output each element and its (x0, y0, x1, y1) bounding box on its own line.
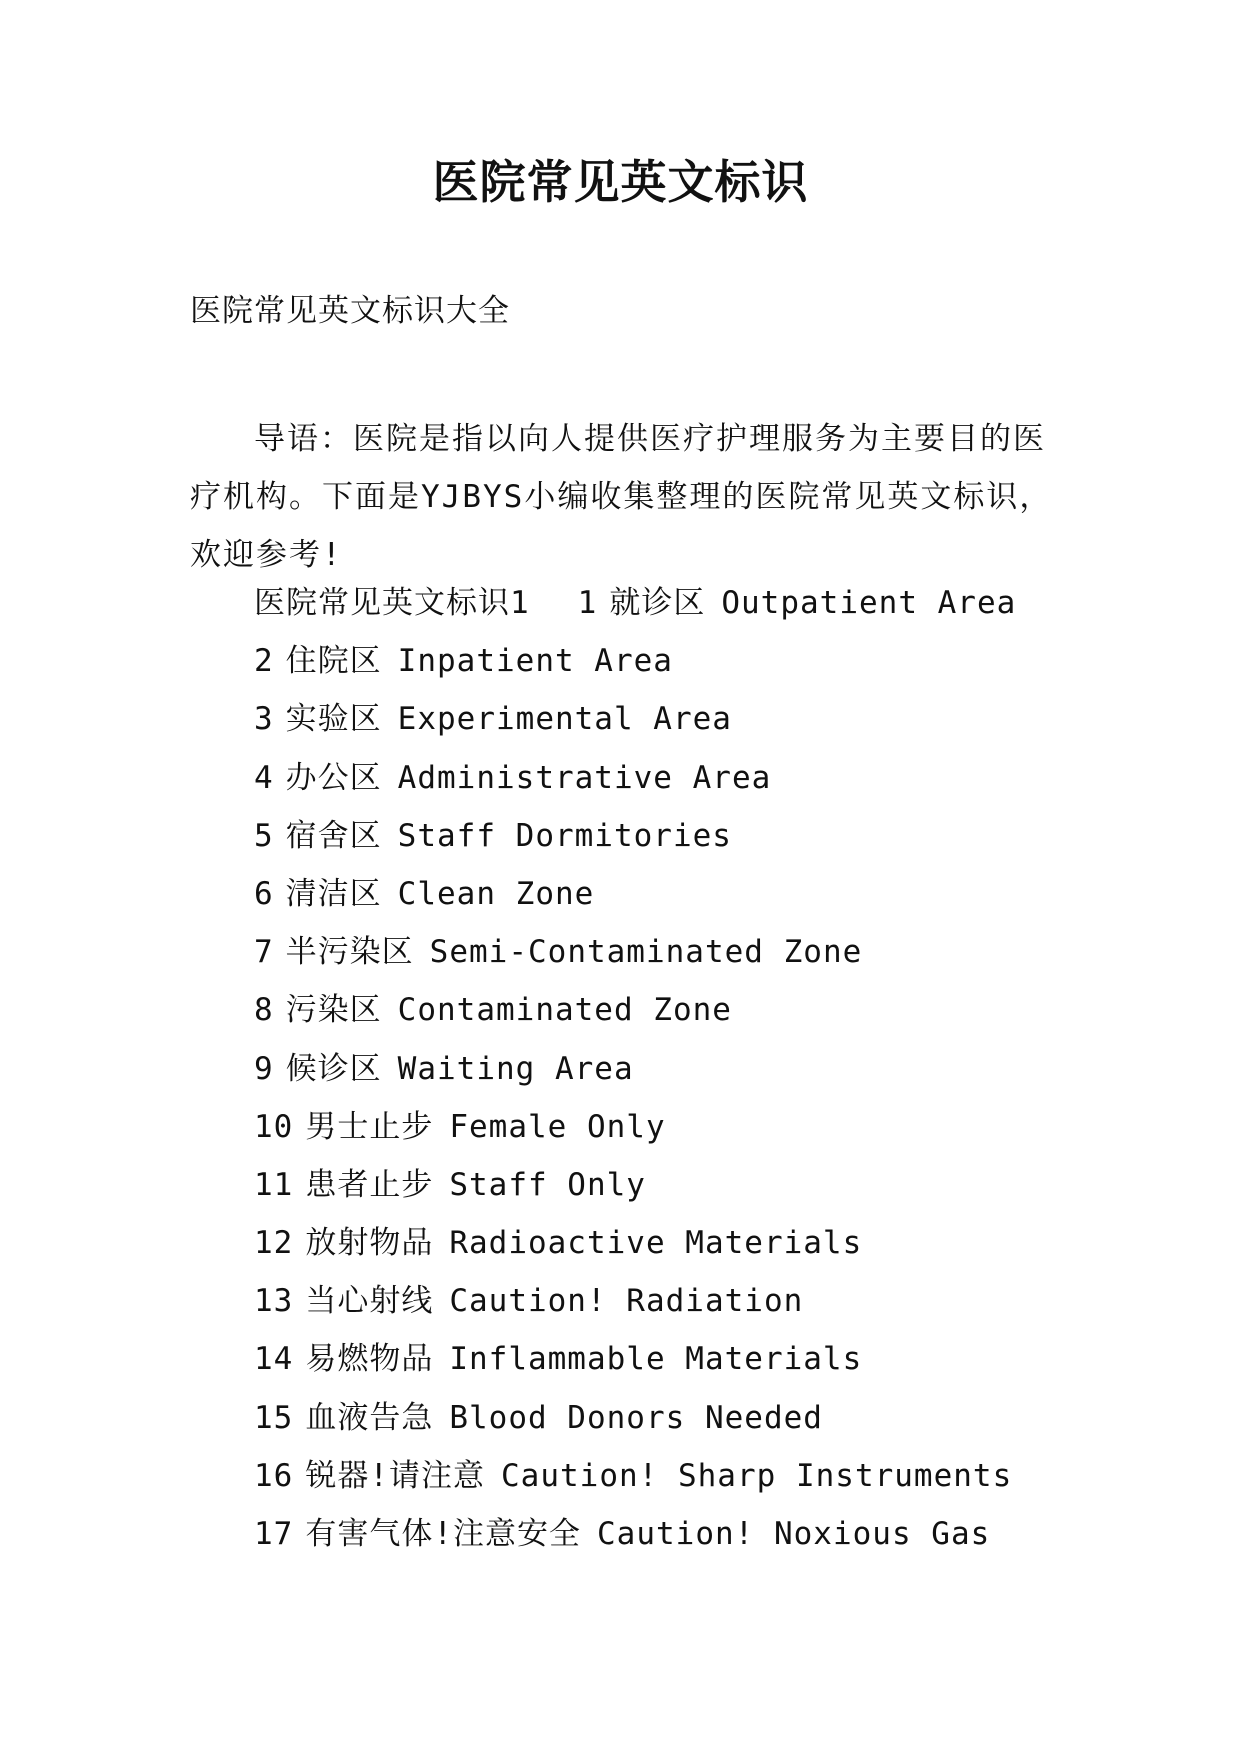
item-english: Semi-Contaminated Zone (429, 934, 863, 971)
item-chinese: 半污染区 (285, 934, 414, 971)
item-english: Staff Dormitories (397, 817, 732, 854)
section-heading: 医院常见英文标识1 (254, 585, 530, 621)
list-item (254, 1048, 1154, 1106)
item-number: 12 (254, 1225, 294, 1262)
item-english: Caution! Sharp Instruments (501, 1457, 1013, 1494)
item-english: Contaminated Zone (397, 992, 732, 1029)
item-number: 15 (254, 1399, 294, 1436)
item-chinese: 实验区 (285, 701, 382, 738)
item-number: 5 (254, 817, 274, 854)
item-number: 17 (254, 1516, 294, 1552)
item-chinese: 清洁区 (285, 875, 382, 912)
item-english: Staff Only (449, 1166, 646, 1203)
item-english: Caution! Noxious Gas (597, 1516, 991, 1552)
item-chinese: 锐器!请注意 (305, 1457, 485, 1494)
list-item (254, 1280, 1154, 1338)
item-english: Clean Zone (397, 875, 595, 912)
item-chinese: 当心射线 (305, 1283, 434, 1320)
item-chinese: 宿舍区 (285, 817, 382, 854)
item-english: Experimental Area (397, 701, 732, 738)
list-item (254, 873, 1154, 931)
list-item (254, 640, 1154, 698)
list-item (254, 815, 1154, 873)
item-english: Caution! Radiation (449, 1283, 804, 1320)
sign-list (254, 582, 1154, 1571)
list-item (254, 1222, 1154, 1280)
item-english: Inpatient Area (397, 643, 673, 680)
item-english: Waiting Area (397, 1050, 634, 1087)
item-chinese: 有害气体!注意安全 (305, 1516, 581, 1552)
item-chinese: 患者止步 (305, 1166, 434, 1203)
document-subtitle: 医院常见英文标识大全 (190, 293, 510, 329)
item-number: 7 (254, 934, 274, 971)
item-english: Inflammable Materials (449, 1341, 863, 1378)
intro-paragraph: 导语：医院是指以向人提供医疗护理服务为主要目的医疗机构。下面是YJBYS小编收集整理的医院常见英文标识，欢迎参考! (190, 421, 1053, 573)
item-number: 3 (254, 701, 274, 738)
list-item (254, 1397, 1154, 1455)
item-number: 14 (254, 1341, 294, 1378)
item-english: Administrative Area (397, 759, 772, 796)
list-item (254, 989, 1154, 1047)
item-number: 1 (577, 585, 598, 621)
item-english: Outpatient Area (721, 585, 1017, 621)
list-item (254, 1338, 1154, 1396)
item-number: 9 (254, 1050, 274, 1087)
item-number: 8 (254, 992, 274, 1029)
item-number: 11 (254, 1166, 294, 1203)
item-chinese: 污染区 (285, 992, 382, 1029)
list-item (254, 1164, 1154, 1222)
item-number: 13 (254, 1283, 294, 1320)
item-chinese: 住院区 (285, 643, 382, 680)
list-item (254, 1455, 1154, 1513)
item-chinese: 易燃物品 (305, 1341, 434, 1378)
item-english: Female Only (449, 1108, 666, 1145)
item-number: 16 (254, 1457, 294, 1494)
item-chinese: 就诊区 (609, 585, 706, 621)
list-item (254, 757, 1154, 815)
item-english: Radioactive Materials (449, 1225, 863, 1262)
list-item (254, 1513, 1154, 1571)
list-item (254, 931, 1154, 989)
item-chinese: 放射物品 (305, 1225, 434, 1262)
item-chinese: 男士止步 (305, 1108, 434, 1145)
list-item (254, 698, 1154, 756)
item-number: 4 (254, 759, 274, 796)
item-chinese: 办公区 (285, 759, 382, 796)
item-english: Blood Donors Needed (449, 1399, 823, 1436)
list-item (254, 582, 1154, 640)
item-number: 2 (254, 643, 274, 680)
document-title: 医院常见英文标识 (432, 155, 809, 209)
item-number: 10 (254, 1108, 294, 1145)
item-chinese: 血液告急 (305, 1399, 434, 1436)
item-number: 6 (254, 875, 274, 912)
list-item (254, 1106, 1154, 1164)
item-chinese: 候诊区 (285, 1050, 382, 1087)
